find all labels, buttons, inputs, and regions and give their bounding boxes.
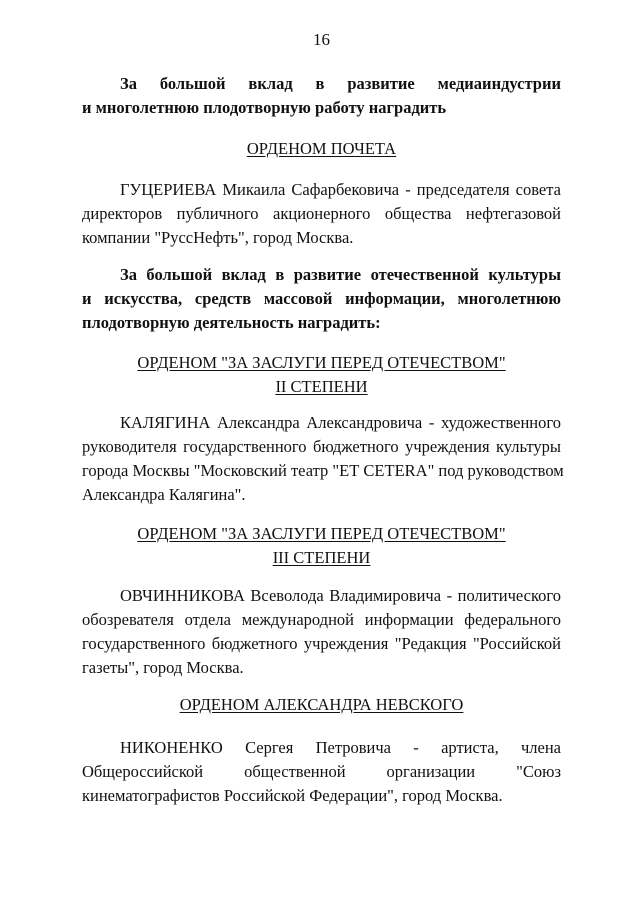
order-heading-merit-3 <box>82 522 561 570</box>
text-line: и многолетнюю плодотворную работу наградить <box>82 98 447 117</box>
recipient-gutseriev <box>82 178 561 250</box>
recipient-ovchinnikov <box>82 584 561 680</box>
order-title: ОРДЕНОМ "ЗА ЗАСЛУГИ ПЕРЕД ОТЕЧЕСТВОМ" <box>137 353 506 372</box>
text-line: и искусства, средств массовой информации, многолетнюю <box>82 289 561 308</box>
text-line: плодотворную деятельность наградить: <box>82 313 381 332</box>
decree-intro-culture <box>82 263 561 335</box>
order-title: ОРДЕНОМ ПОЧЕТА <box>246 139 397 158</box>
order-title: ОРДЕНОМ АЛЕКСАНДРА НЕВСКОГО <box>179 695 464 714</box>
order-title: ОРДЕНОМ "ЗА ЗАСЛУГИ ПЕРЕД ОТЕЧЕСТВОМ" <box>137 524 506 543</box>
text-line: НИКОНЕНКО Сергея Петровича - артиста, члена <box>120 738 561 757</box>
order-heading-merit-2 <box>82 351 561 399</box>
decree-intro-media <box>82 72 561 120</box>
recipient-kalyagin <box>82 411 564 507</box>
order-degree: II СТЕПЕНИ <box>275 377 368 396</box>
recipient-nikonenko <box>82 736 561 808</box>
text-line: ОВЧИННИКОВА Всеволода Владимировича - политического <box>120 586 561 605</box>
text-line: руководителя государственного бюджетного учреждения культуры <box>82 437 561 456</box>
text-line: ГУЦЕРИЕВА Микаила Сафарбековича - председателя совета <box>120 180 561 199</box>
text-line: города Москвы "Московский театр "ЕТ CETERA" под руководством <box>82 461 564 480</box>
text-line: За большой вклад в развитие отечественной культуры <box>120 265 561 284</box>
text-line: газеты", город Москва. <box>82 658 244 677</box>
order-heading-honor <box>82 137 561 161</box>
text-line: обозревателя отдела международной информации федерального <box>82 610 561 629</box>
text-line: директоров публичного акционерного общества нефтегазовой <box>82 204 561 223</box>
text-line: КАЛЯГИНА Александра Александровича - художественного <box>120 413 561 432</box>
text-line: государственного бюджетного учреждения "Редакция "Российской <box>82 634 561 653</box>
order-degree: III СТЕПЕНИ <box>272 548 371 567</box>
text-line: За большой вклад в развитие медиаиндустрии <box>120 74 561 93</box>
text-line: кинематографистов Российской Федерации", город Москва. <box>82 786 503 805</box>
text-line: Общероссийской общественной организации "Союз <box>82 762 561 781</box>
order-heading-nevsky <box>82 693 561 717</box>
text-line: компании "РуссНефть", город Москва. <box>82 228 354 247</box>
text-line: Александра Калягина". <box>82 485 246 504</box>
page-number: 16 <box>313 30 330 49</box>
